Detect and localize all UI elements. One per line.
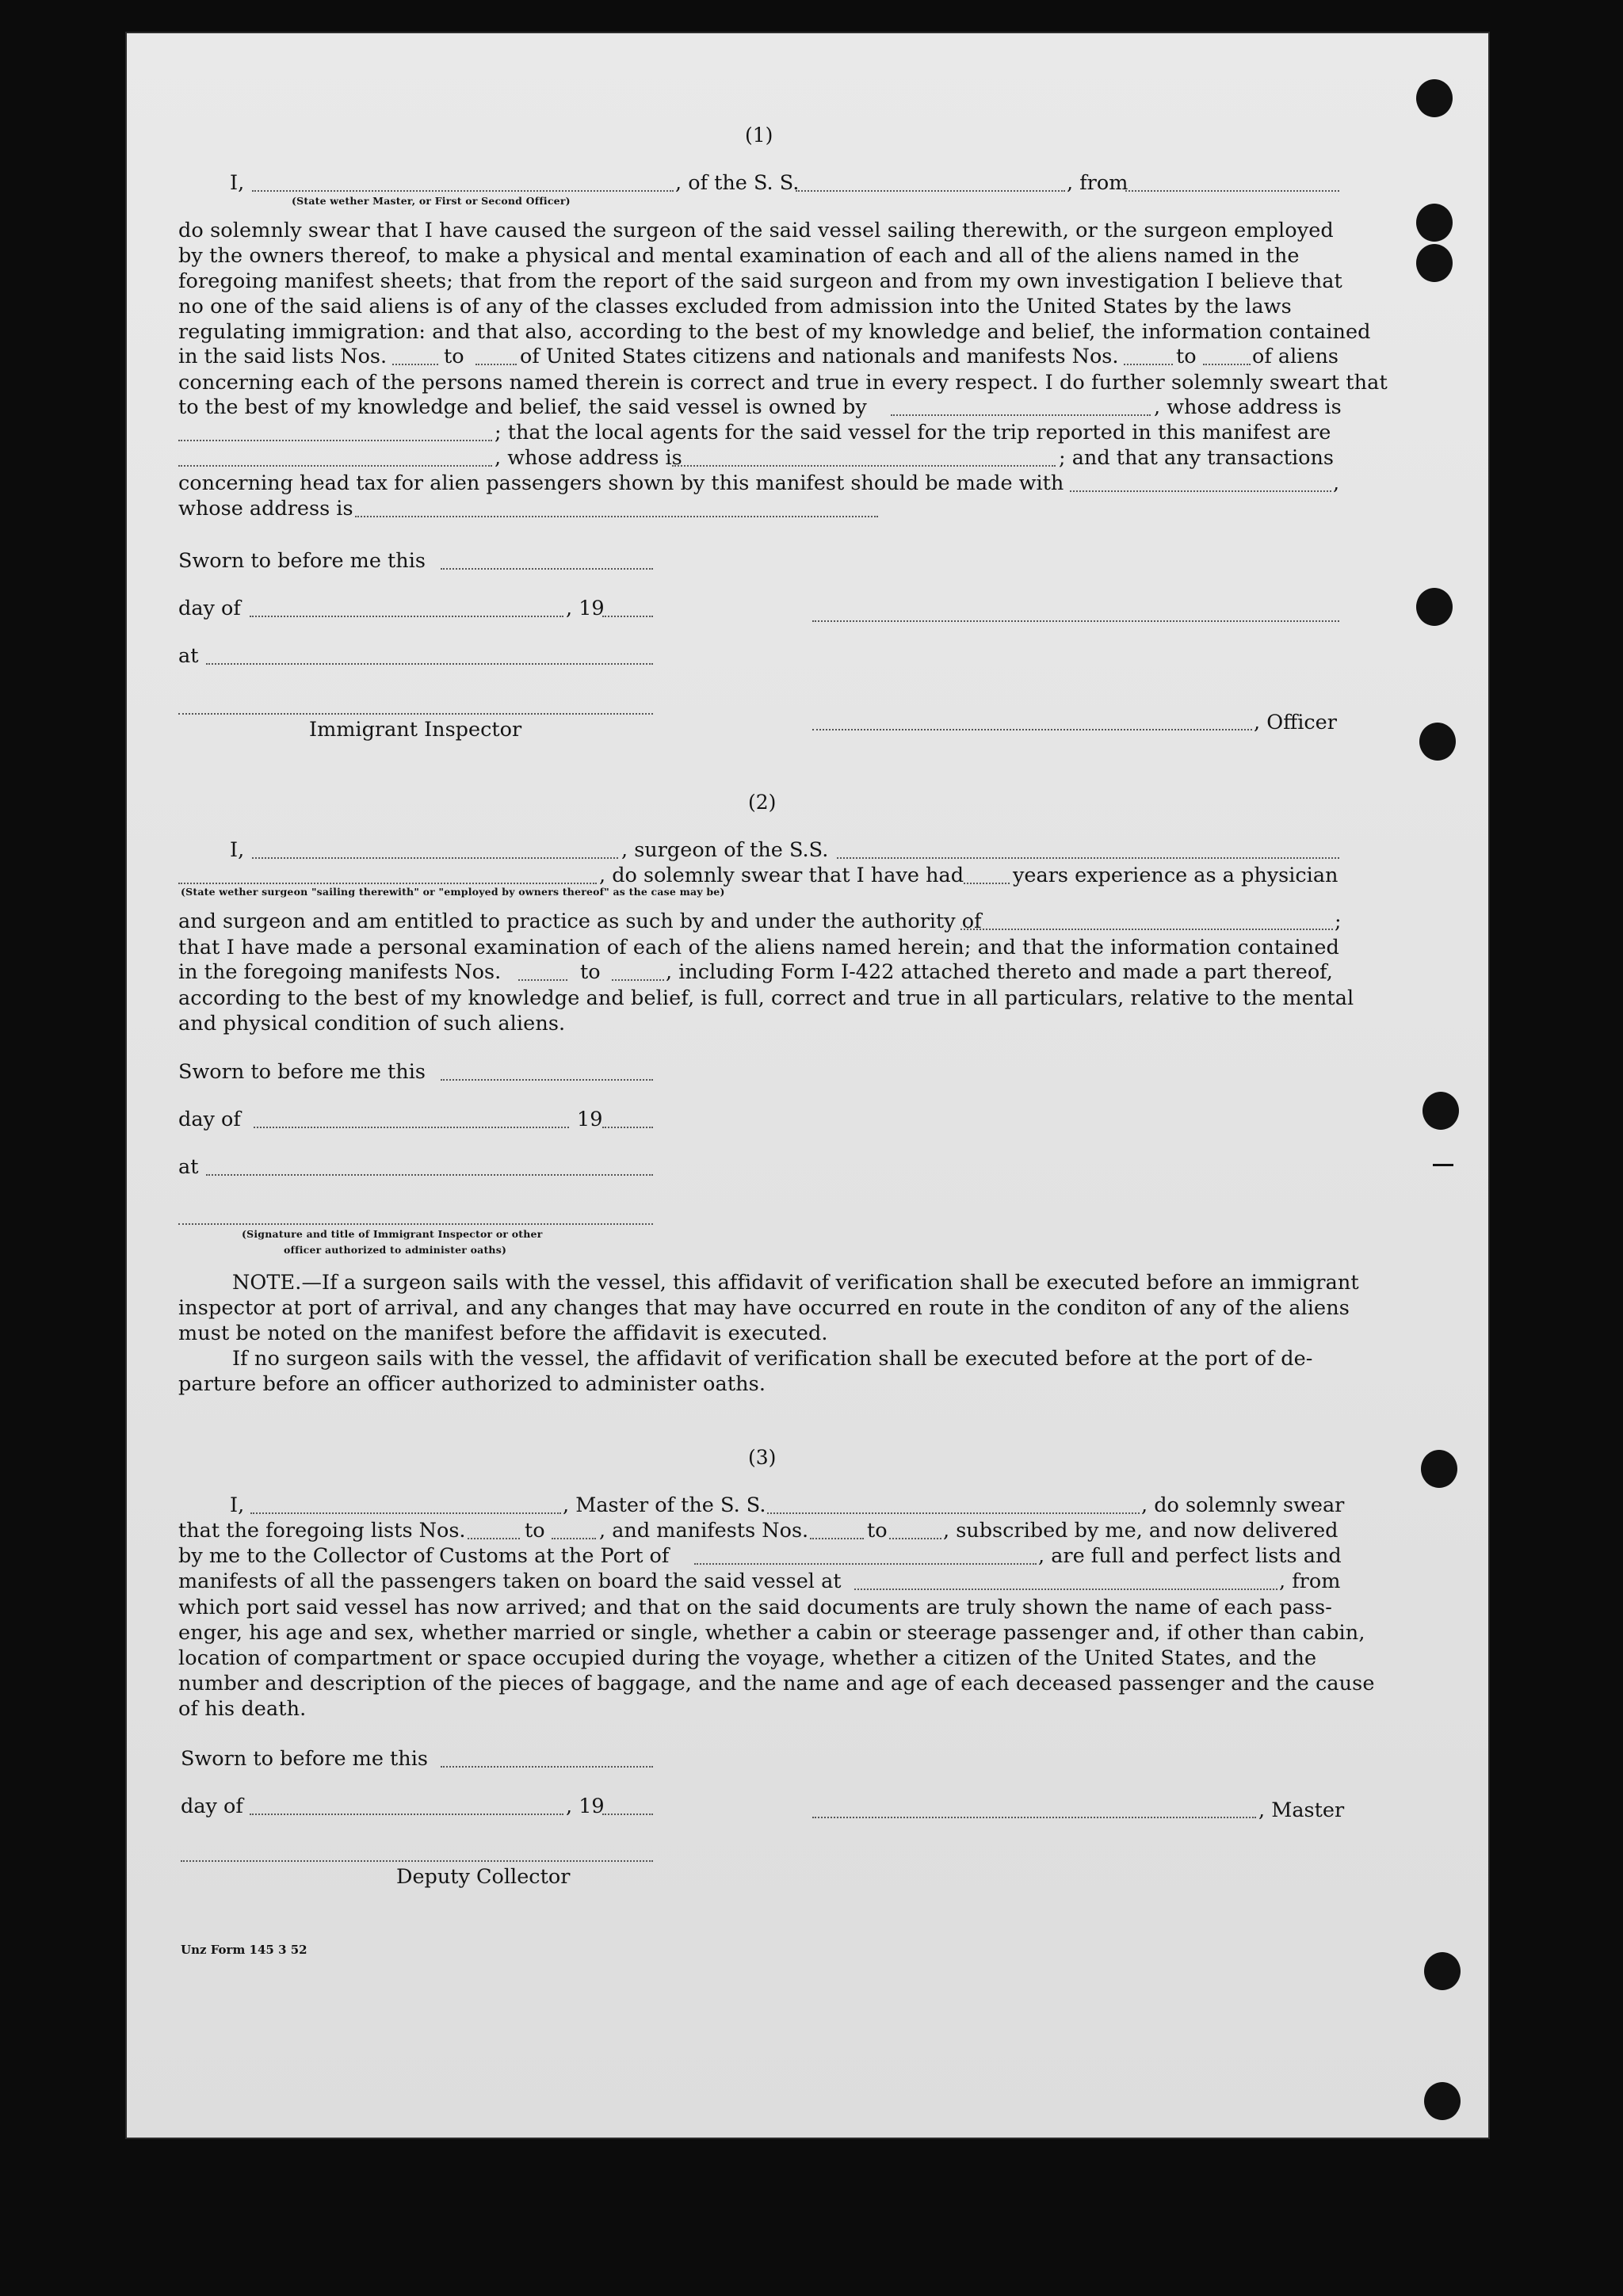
s2-examination: that I have made a personal examination of each of the aliens named herein; and that the information contained xyxy=(178,936,1339,959)
officer-signature-field[interactable] xyxy=(812,620,1339,622)
year-label: 19 xyxy=(577,1108,603,1131)
to-label: to xyxy=(1176,345,1197,368)
of-aliens-label: of aliens xyxy=(1252,345,1339,368)
form-i422-label: , including Form I-422 attached thereto and made a part thereof, xyxy=(666,960,1333,984)
s1-body-5: regulating immigration: and that also, according to the best of my knowledge and belief, the information contained xyxy=(178,320,1371,344)
s3-body-2: enger, his age and sex, whether married or single, whether a cabin or steerage passenger and, if other than cabin, xyxy=(178,1621,1365,1645)
full-lists-label: , are full and perfect lists and xyxy=(1038,1544,1342,1568)
lists-nos-label: that the foregoing lists Nos. xyxy=(178,1519,466,1543)
place-field[interactable] xyxy=(206,1174,653,1176)
authority-label: and surgeon and am entitled to practice as such by and under the authority of xyxy=(178,910,982,933)
surgeon-type-field[interactable] xyxy=(178,883,597,884)
owned-by-label: to the best of my knowledge and belief, the said vessel is owned by xyxy=(178,395,867,419)
from-label: , from xyxy=(1279,1569,1341,1593)
boarding-port-field[interactable] xyxy=(854,1589,1277,1590)
inspector-signature-field[interactable] xyxy=(178,1223,653,1225)
month-field[interactable] xyxy=(250,616,563,617)
physician-label: years experience as a physician xyxy=(1013,864,1338,887)
from-label: , from xyxy=(1067,171,1128,195)
solemnly-swear-label: , do solemnly swear xyxy=(1141,1493,1345,1517)
s1-body-4: no one of the said aliens is of any of the classes excluded from admission into the United States by the laws xyxy=(178,295,1292,318)
surgeon-name-field[interactable] xyxy=(252,857,618,859)
punch-hole xyxy=(1416,244,1453,282)
agents-address-label: , whose address is xyxy=(495,446,682,470)
sworn-day-field[interactable] xyxy=(441,1079,653,1081)
day-of-label: day of xyxy=(178,597,241,620)
sig-note-1: (Signature and title of Immigrant Inspector or other xyxy=(242,1228,543,1240)
head-tax-label: concerning head tax for alien passengers shown by this manifest should be made with xyxy=(178,471,1064,495)
years-field[interactable] xyxy=(964,883,1010,884)
month-field[interactable] xyxy=(250,1814,563,1815)
s3-body-5: of his death. xyxy=(178,1697,307,1721)
head-tax-address-label: whose address is xyxy=(178,497,353,521)
vessel-name-field[interactable] xyxy=(796,190,1065,192)
sworn-label: Sworn to before me this xyxy=(178,1060,426,1084)
edge-mark xyxy=(1433,1164,1453,1166)
surgeon-note: (State wether surgeon "sailing therewith" or "employed by owners thereof" as the case may be) xyxy=(181,886,725,898)
note-2: inspector at port of arrival, and any changes that may have occurred en route in the conditon of any of the aliens xyxy=(178,1296,1350,1320)
at-label: at xyxy=(178,1155,199,1179)
s3-lists-to-field[interactable] xyxy=(552,1538,596,1539)
s1-body-1: do solemnly swear that I have caused the surgeon of the said vessel sailing therewith, or the surgeon employed xyxy=(178,219,1334,242)
master-label: , Master xyxy=(1258,1798,1345,1822)
semicolon: ; xyxy=(1335,910,1342,933)
subscribed-label: , subscribed by me, and now delivered xyxy=(943,1519,1338,1543)
s3-body-4: number and description of the pieces of baggage, and the name and age of each deceased passenger and the cause xyxy=(178,1672,1375,1695)
officer-label: , Officer xyxy=(1254,711,1337,734)
month-field[interactable] xyxy=(254,1127,569,1128)
s3-body-1: which port said vessel has now arrived; and that on the said documents are truly shown the name of each pass- xyxy=(178,1596,1332,1619)
section-1-number: (1) xyxy=(745,124,773,147)
sworn-day-field[interactable] xyxy=(441,568,653,570)
authority-field[interactable] xyxy=(960,929,1333,930)
inspector-signature-field[interactable] xyxy=(178,713,653,715)
head-tax-field[interactable] xyxy=(1070,490,1331,492)
punch-hole xyxy=(1423,1092,1459,1130)
manifests-label: of United States citizens and nationals and manifests Nos. xyxy=(520,345,1119,368)
officer-name-field[interactable] xyxy=(252,190,674,192)
note-5: parture before an officer authorized to administer oaths. xyxy=(178,1372,766,1396)
s2-manifests-to-field[interactable] xyxy=(612,979,664,981)
s3-lists-from-field[interactable] xyxy=(468,1538,520,1539)
local-agents-label: ; that the local agents for the said vessel for the trip reported in this manifest are xyxy=(495,421,1331,444)
agents-address-field[interactable] xyxy=(672,465,1056,467)
place-field[interactable] xyxy=(206,663,653,665)
s1-body-3: foregoing manifest sheets; that from the report of the said surgeon and from my own investigation I believe that xyxy=(178,269,1342,293)
year-label: , 19 xyxy=(566,597,605,620)
punch-hole xyxy=(1421,1450,1457,1488)
s2-body-2: and physical condition of such aliens. xyxy=(178,1012,566,1035)
lists-label: in the said lists Nos. xyxy=(178,345,388,368)
day-of-label: day of xyxy=(181,1794,243,1818)
sworn-label: Sworn to before me this xyxy=(181,1747,428,1771)
owner-address-field[interactable] xyxy=(178,440,492,441)
form-number: Unz Form 145 3 52 xyxy=(181,1943,307,1957)
manifests-to-field[interactable] xyxy=(1203,364,1251,365)
s3-manifests-to-field[interactable] xyxy=(889,1538,941,1539)
punch-hole xyxy=(1419,723,1456,761)
surgeon-vessel-field[interactable] xyxy=(837,857,1339,859)
note-4: If no surgeon sails with the vessel, the affidavit of verification shall be executed before at the port of de- xyxy=(232,1347,1313,1371)
s1-body-2: by the owners thereof, to make a physical and mental examination of each and all of the aliens named in the xyxy=(178,244,1300,268)
punch-hole xyxy=(1416,588,1453,626)
master-name-field[interactable] xyxy=(250,1512,561,1514)
s2-manifests-from-field[interactable] xyxy=(518,979,567,981)
i-label: I, xyxy=(230,171,245,195)
punch-hole xyxy=(1416,79,1453,117)
collector-port-label: by me to the Collector of Customs at the Port of xyxy=(178,1544,670,1568)
year-field[interactable] xyxy=(602,1814,653,1815)
section-3-number: (3) xyxy=(748,1446,777,1469)
manifests-from-field[interactable] xyxy=(1124,364,1173,365)
to-label: to xyxy=(525,1519,545,1543)
to-label: to xyxy=(444,345,464,368)
to-label: to xyxy=(580,960,601,984)
collector-signature-field[interactable] xyxy=(181,1860,653,1862)
at-label: at xyxy=(178,644,199,668)
head-tax-address-field[interactable] xyxy=(355,516,878,517)
s3-body-3: location of compartment or space occupied during the voyage, whether a citizen of the United States, and the xyxy=(178,1646,1317,1670)
master-signature-field[interactable] xyxy=(812,1817,1256,1818)
punch-hole xyxy=(1416,204,1453,242)
years-experience-label: , do solemnly swear that I have had xyxy=(599,864,964,887)
deputy-collector-label: Deputy Collector xyxy=(396,1865,571,1889)
year-field[interactable] xyxy=(602,616,653,617)
year-field[interactable] xyxy=(602,1127,653,1128)
inspector-label: Immigrant Inspector xyxy=(309,718,522,742)
sworn-day-field[interactable] xyxy=(441,1766,653,1768)
whose-address-label: , whose address is xyxy=(1154,395,1342,419)
to-label: to xyxy=(867,1519,888,1543)
master-vessel-field[interactable] xyxy=(767,1512,1140,1514)
master-of-label: , Master of the S. S. xyxy=(563,1493,766,1517)
note-3: must be noted on the manifest before the affidavit is executed. xyxy=(178,1322,828,1345)
section-2-number: (2) xyxy=(748,791,777,814)
taken-on-board-label: manifests of all the passengers taken on board the said vessel at xyxy=(178,1569,842,1593)
and-manifests-label: , and manifests Nos. xyxy=(599,1519,809,1543)
sig-note-2: officer authorized to administer oaths) xyxy=(284,1244,507,1256)
port-field[interactable] xyxy=(694,1563,1037,1565)
transactions-label: ; and that any transactions xyxy=(1059,446,1335,470)
sworn-label: Sworn to before me this xyxy=(178,549,426,573)
s1-concerning: concerning each of the persons named therein is correct and true in every respect. I do further solemnly sweart that xyxy=(178,371,1388,395)
punch-hole xyxy=(1424,2082,1461,2120)
s2-body-1: according to the best of my knowledge and belief, is full, correct and true in all particulars, relative to the mental xyxy=(178,986,1354,1010)
lists-from-field[interactable] xyxy=(392,364,438,365)
lists-to-field[interactable] xyxy=(475,364,517,365)
of-ss-label: , of the S. S. xyxy=(675,171,800,195)
officer-note: (State wether Master, or First or Second Officer) xyxy=(292,195,571,207)
officer-title-field[interactable] xyxy=(812,729,1252,730)
note-1: NOTE.—If a surgeon sails with the vessel, this affidavit of verification shall be executed before an immigrant xyxy=(232,1271,1359,1295)
owner-field[interactable] xyxy=(891,414,1151,416)
year-label: , 19 xyxy=(566,1794,605,1818)
s3-manifests-from-field[interactable] xyxy=(810,1538,864,1539)
i-label: I, xyxy=(230,1493,245,1517)
comma: , xyxy=(1333,471,1340,495)
agents-field[interactable] xyxy=(178,465,492,467)
from-port-field[interactable] xyxy=(1125,190,1339,192)
surgeon-of-label: , surgeon of the S.S. xyxy=(621,838,829,862)
manifests-nos-label: in the foregoing manifests Nos. xyxy=(178,960,502,984)
i-label: I, xyxy=(230,838,245,862)
day-of-label: day of xyxy=(178,1108,241,1131)
punch-hole xyxy=(1424,1952,1461,1990)
